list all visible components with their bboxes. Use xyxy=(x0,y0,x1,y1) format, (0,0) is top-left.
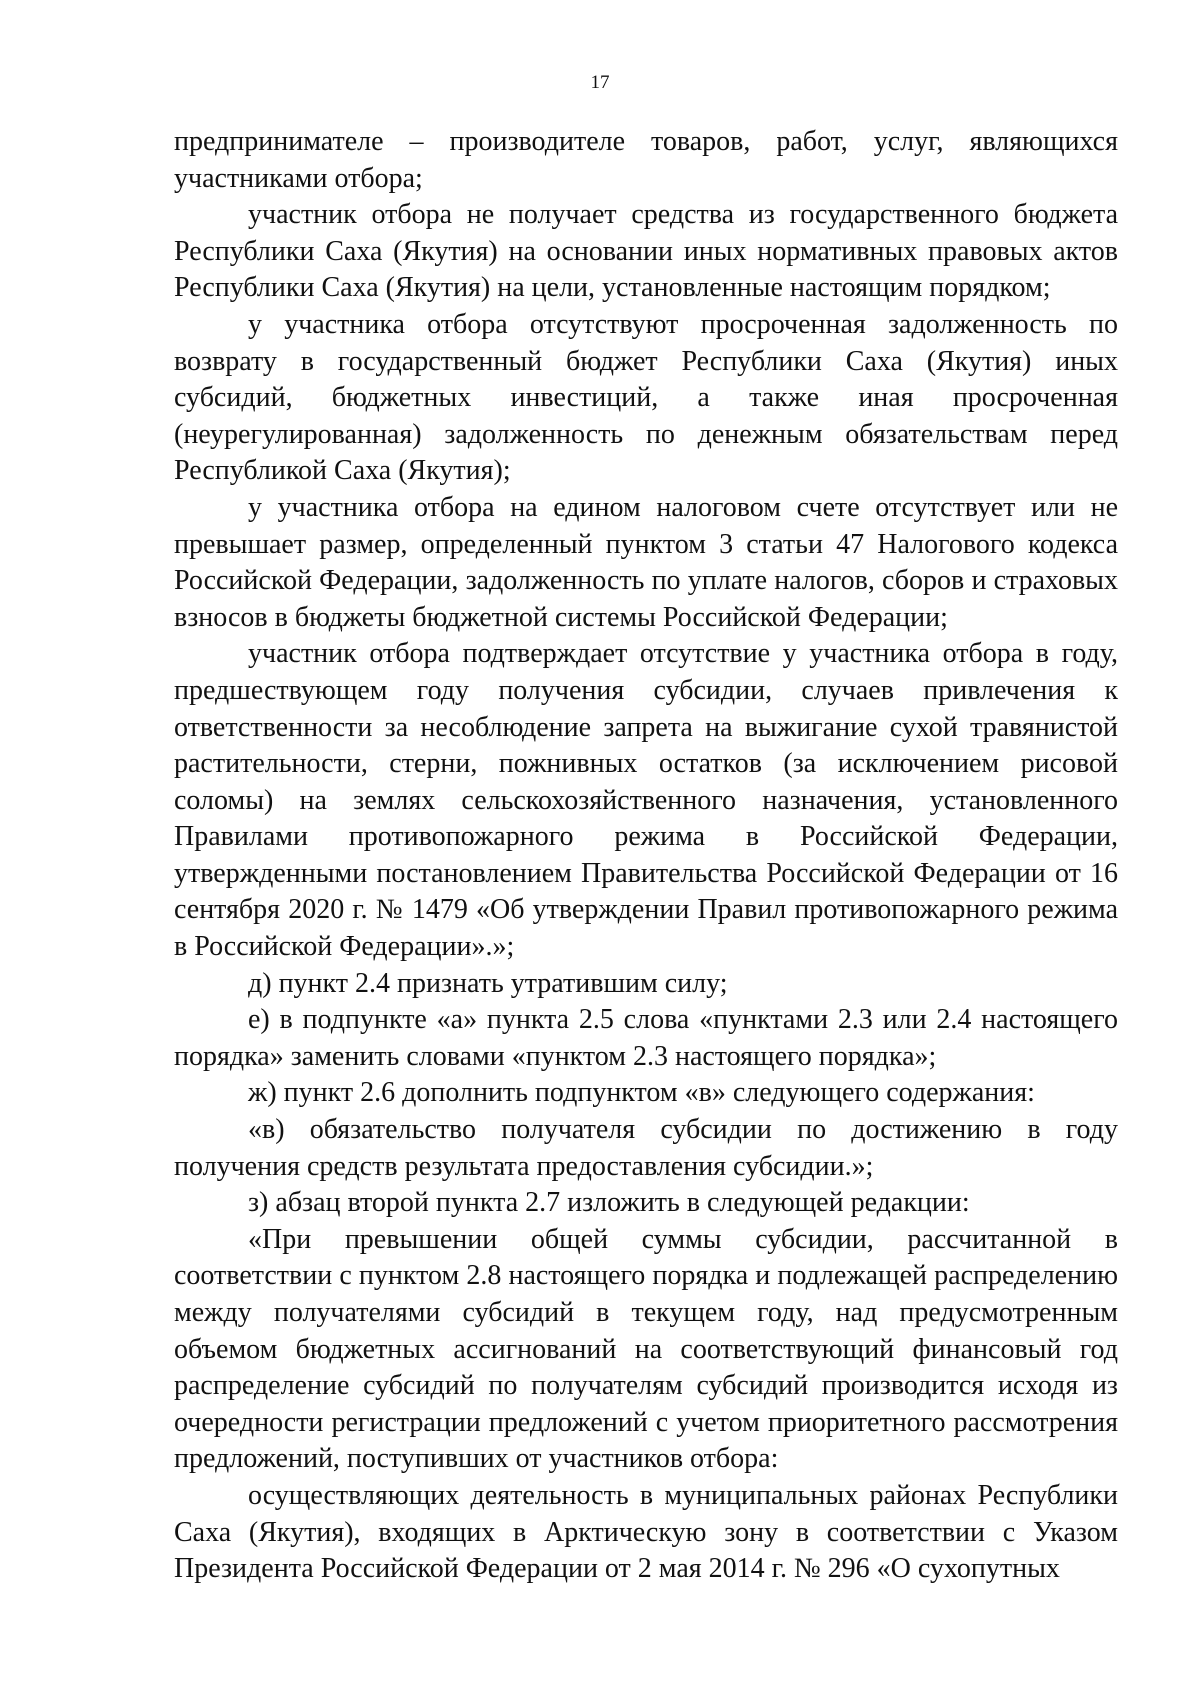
paragraph-subparagraph-v: «в) обязательство получателя субсидии по достижению в году получения средств результата предоставления субсидии.»; xyxy=(174,1114,1118,1182)
paragraph-subsidy-distribution: «При превышении общей суммы субсидии, рассчитанной в соответствии с пунктом 2.8 настоящего порядка и подлежащей распределению между получателями субсидий в текущем году, над предусмотренным объемом бюджетных ассигнований на соответствующий финансовый год распределение субсидий по получателям субсидий производится исходя из очередности регистрации предложений с учетом приоритетного рассмотрения предложений, поступивших от участников отбора: xyxy=(174,1223,1118,1475)
paragraph-fire-safety-condition: участник отбора подтверждает отсутствие у участника отбора в году, предшествующем году получения субсидии, случаев привлечения к ответственности за несоблюдение запрета на выжигание сухой травянистой растительности, стерни, пожнивных остатков (за исключением рисовой соломы) на землях сельскохозяйственного назначения, установленного Правилами противопожарного режима в Российской Федерации, утвержденными постановлением Правительства Российской Федерации от 16 сентября 2020 г. № 1479 «Об утверждении Правил противопожарного режима в Российской Федерации».»; xyxy=(174,638,1118,963)
paragraph-overdue-debt-condition: у участника отбора отсутствуют просроченная задолженность по возврату в государственный бюджет Республики Саха (Якутия) иных субсидий, бюджетных инвестиций, а также иная просроченная (неурегулированная) задолженность по денежным обязательствам перед Республикой Саха (Якутия); xyxy=(174,308,1118,487)
paragraph-amendment-z: з) абзац второй пункта 2.7 изложить в следующей редакции: xyxy=(248,1187,970,1219)
paragraph-amendment-d: д) пункт 2.4 признать утратившим силу; xyxy=(248,967,728,999)
paragraph-budget-condition: участник отбора не получает средства из государственного бюджета Республики Саха (Якутия) на основании иных нормативных правовых актов Республики Саха (Якутия) на цели, установленные настоящим порядком; xyxy=(174,199,1118,304)
document-body xyxy=(174,124,1118,1588)
paragraph-continuation: предпринимателе – производителе товаров, работ, услуг, являющихся участниками отбора; xyxy=(174,126,1118,194)
paragraph-tax-account-condition: у участника отбора на едином налоговом счете отсутствует или не превышает размер, определенный пунктом 3 статьи 47 Налогового кодекса Российской Федерации, задолженность по уплате налогов, сборов и страховых взносов в бюджеты бюджетной системы Российской Федерации; xyxy=(174,491,1118,633)
page-number: 17 xyxy=(590,72,610,93)
paragraph-amendment-zh: ж) пункт 2.6 дополнить подпунктом «в» следующего содержания: xyxy=(248,1077,1035,1109)
paragraph-amendment-e: е) в подпункте «а» пункта 2.5 слова «пунктами 2.3 или 2.4 настоящего порядка» заменить словами «пунктом 2.3 настоящего порядка»; xyxy=(174,1004,1118,1072)
paragraph-arctic-zone: осуществляющих деятельность в муниципальных районах Республики Саха (Якутия), входящих в Арктическую зону в соответствии с Указом Президента Российской Федерации от 2 мая 2014 г. № 296 «О сухопутных xyxy=(174,1479,1118,1585)
